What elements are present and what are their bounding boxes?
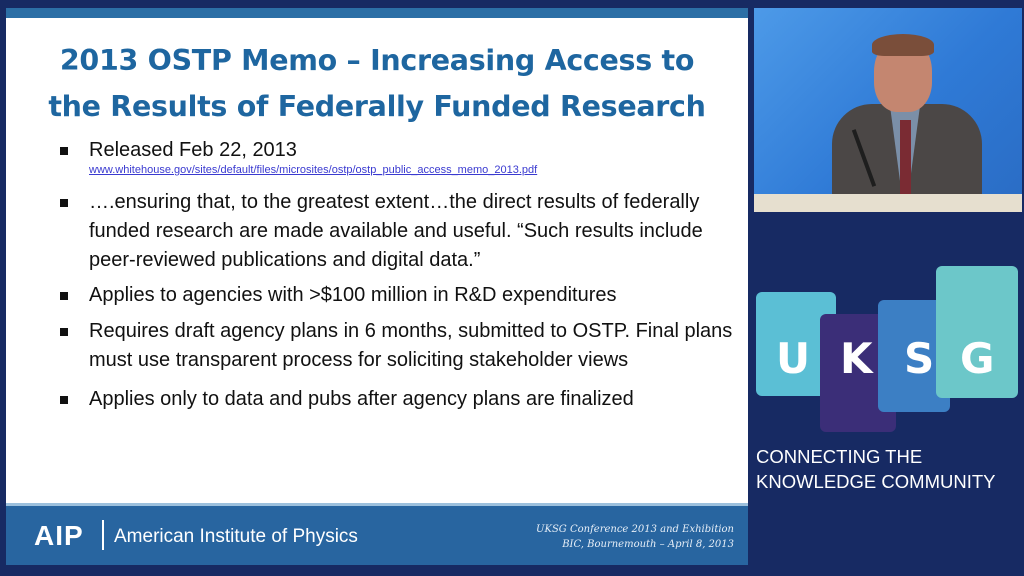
- footer-divider: [102, 520, 104, 550]
- logo-letter-k: K: [840, 334, 873, 383]
- bullet-item: [58, 281, 738, 310]
- bullet-marker-icon: [60, 292, 68, 300]
- memo-link[interactable]: www.whitehouse.gov/sites/default/files/microsites/ostp/ostp_public_access_memo_2013.pdf: [89, 164, 538, 176]
- tagline-line-1: CONNECTING THE: [756, 446, 923, 467]
- bullet-item: [58, 136, 738, 178]
- bullet-text: ….ensuring that, to the greatest extent…the direct results of federally funded research are made available and useful. “Such results include peer-reviewed publications and digital data.”: [89, 191, 703, 271]
- bullet-marker-icon: [60, 328, 68, 336]
- logo-letter-g: G: [960, 334, 995, 383]
- podium: [754, 194, 1022, 212]
- uksg-logo: [754, 262, 1022, 442]
- bullet-text: Requires draft agency plans in 6 months, submitted to OSTP. Final plans must use transparent process for soliciting stakeholder views: [89, 320, 733, 371]
- bullet-text: Released Feb 22, 2013: [89, 139, 297, 161]
- uksg-tagline: [756, 444, 1022, 494]
- bullet-list: [58, 136, 738, 414]
- organization-name: American Institute of Physics: [114, 526, 358, 547]
- logo-letter-u: U: [776, 334, 811, 383]
- tagline-line-2: KNOWLEDGE COMMUNITY: [756, 471, 996, 492]
- speaker-video-feed: [754, 8, 1022, 212]
- bullet-item: [58, 385, 738, 414]
- logo-letter-s: S: [904, 334, 935, 383]
- bullet-marker-icon: [60, 147, 68, 155]
- slide-title: [6, 38, 748, 130]
- conference-name: UKSG Conference 2013 and Exhibition: [536, 524, 734, 535]
- bullet-marker-icon: [60, 396, 68, 404]
- bullet-text: Applies to agencies with >$100 million in R&D expenditures: [89, 284, 617, 306]
- presentation-slide: [6, 8, 748, 565]
- slide-footer: [6, 503, 748, 565]
- speaker-tie: [900, 120, 911, 200]
- bullet-item: [58, 317, 738, 375]
- speaker-hair: [872, 34, 934, 56]
- conference-venue-date: BIC, Bournemouth – April 8, 2013: [562, 539, 734, 550]
- bullet-text: Applies only to data and pubs after agency plans are finalized: [89, 388, 634, 410]
- bullet-item: [58, 188, 738, 275]
- slide-title-line-1: 2013 OSTP Memo – Increasing Access to: [59, 44, 695, 77]
- bullet-marker-icon: [60, 199, 68, 207]
- slide-title-line-2: the Results of Federally Funded Research: [48, 90, 706, 123]
- aip-logo: AIP: [34, 520, 84, 551]
